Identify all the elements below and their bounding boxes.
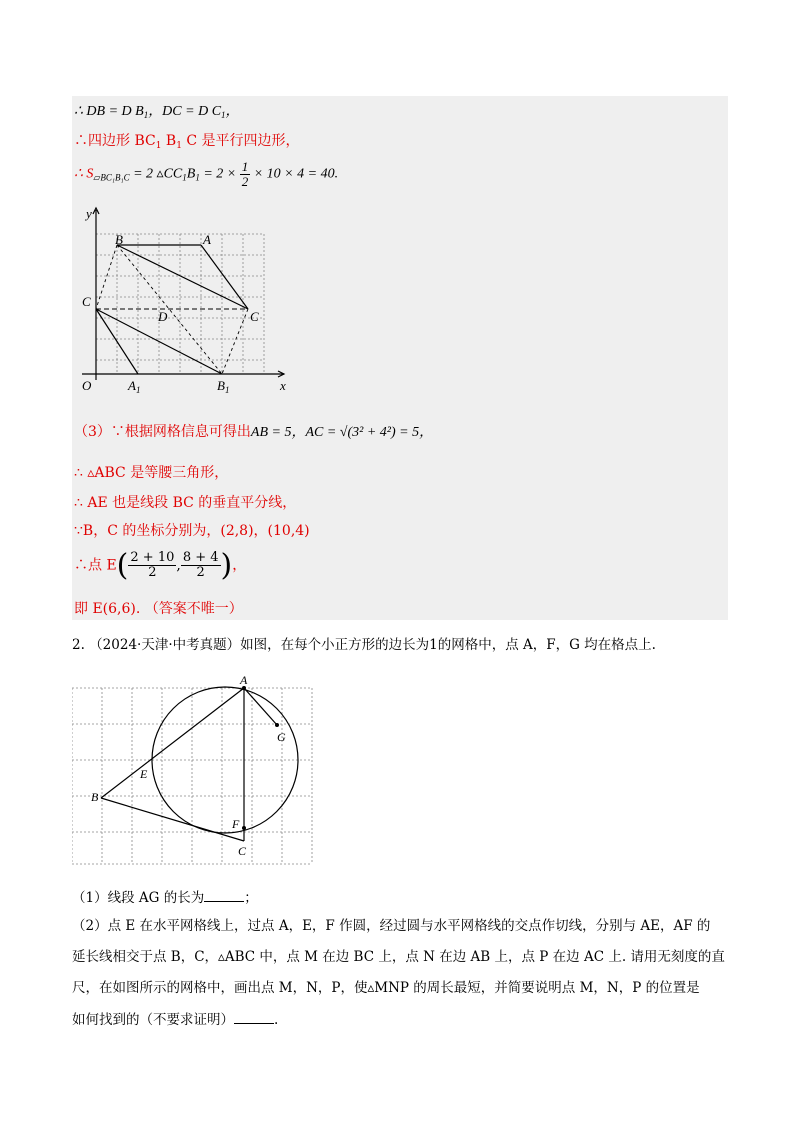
- solution-line-4: （3）∵根据网格信息可得出AB = 5，AC = √(3² + 4²) = 5，: [74, 424, 434, 440]
- solution-line-5: ∴ ▵ABC 是等腰三角形，: [74, 465, 229, 481]
- question-part-2-line-1: （2）点 E 在水平网格线上，过点 A，E，F 作圆，经过圆与水平网格线的交点作切线，分别与 AE，AF 的: [72, 918, 711, 934]
- label-B: B: [115, 232, 123, 247]
- label-A1: $A_1$: [128, 378, 141, 395]
- coordinate-grid-figure: [72, 200, 302, 395]
- solution-line-2: ∴四边形 $BC_1$ $B_1$ C 是平行四边形，: [74, 133, 300, 151]
- solution-line-8: ∴点 E( $\frac{2 + 10}{2}$ , $\frac{8 + 4}{2}$ )，: [74, 548, 247, 583]
- label-B1: $B_1$: [217, 378, 230, 395]
- question-part-2-line-4: 如何找到的（不要求证明） .: [72, 1012, 279, 1028]
- solution-line-1: ∴ DB = D $B_1$，DC = D $C_1$，: [74, 104, 240, 120]
- label-A: A: [240, 673, 248, 687]
- solution-line-3: ∴ $S_{▱BC_1B_1C} = 2$ $▵CC_1B_1 = 2$ × $\frac{1}{2}$ × 10 × 4 = 40.: [74, 159, 339, 189]
- question-part-2-line-3: 尺，在如图所示的网格中，画出点 M，N，P，使▵MNP 的周长最短，并简要说明点 M，N，P 的位置是: [72, 980, 700, 996]
- solution-line-9: 即 E(6,6). （答案不唯一）: [74, 601, 243, 617]
- label-B: B: [91, 790, 99, 804]
- question-part-1: （1）线段 AG 的长为 ；: [72, 890, 258, 906]
- label-D: D: [158, 309, 168, 324]
- label-C: C: [238, 844, 247, 858]
- label-A: A: [203, 232, 211, 247]
- label-x: x: [280, 378, 286, 393]
- label-E: E: [140, 767, 148, 781]
- label-O: O: [82, 378, 92, 393]
- question-part-2-line-2: 延长线相交于点 B，C，▵ABC 中，点 M 在边 BC 上，点 N 在边 AB 上，点 P 在边 AC 上. 请用无刻度的直: [72, 949, 725, 965]
- label-G: G: [277, 730, 286, 744]
- answer-blank-2[interactable]: [234, 1011, 274, 1024]
- label-F: F: [232, 817, 240, 831]
- solution-line-7: ∵B，C 的坐标分别为，(2,8)，(10,4): [74, 523, 310, 539]
- answer-blank-1[interactable]: [204, 889, 244, 902]
- solution-line-6: ∴ AE 也是线段 BC 的垂直平分线，: [74, 495, 297, 511]
- label-C-left: C: [82, 294, 91, 309]
- fraction-half: $\frac{1}{2}$: [241, 159, 249, 189]
- label-C-right: C: [250, 309, 259, 324]
- question-stem: 2. （2024·天津·中考真题）如图，在每个小正方形的边长为1的网格中，点 A，F，G 均在格点上.: [72, 637, 656, 653]
- label-y: y: [86, 206, 92, 221]
- circle-grid-figure: [72, 668, 317, 868]
